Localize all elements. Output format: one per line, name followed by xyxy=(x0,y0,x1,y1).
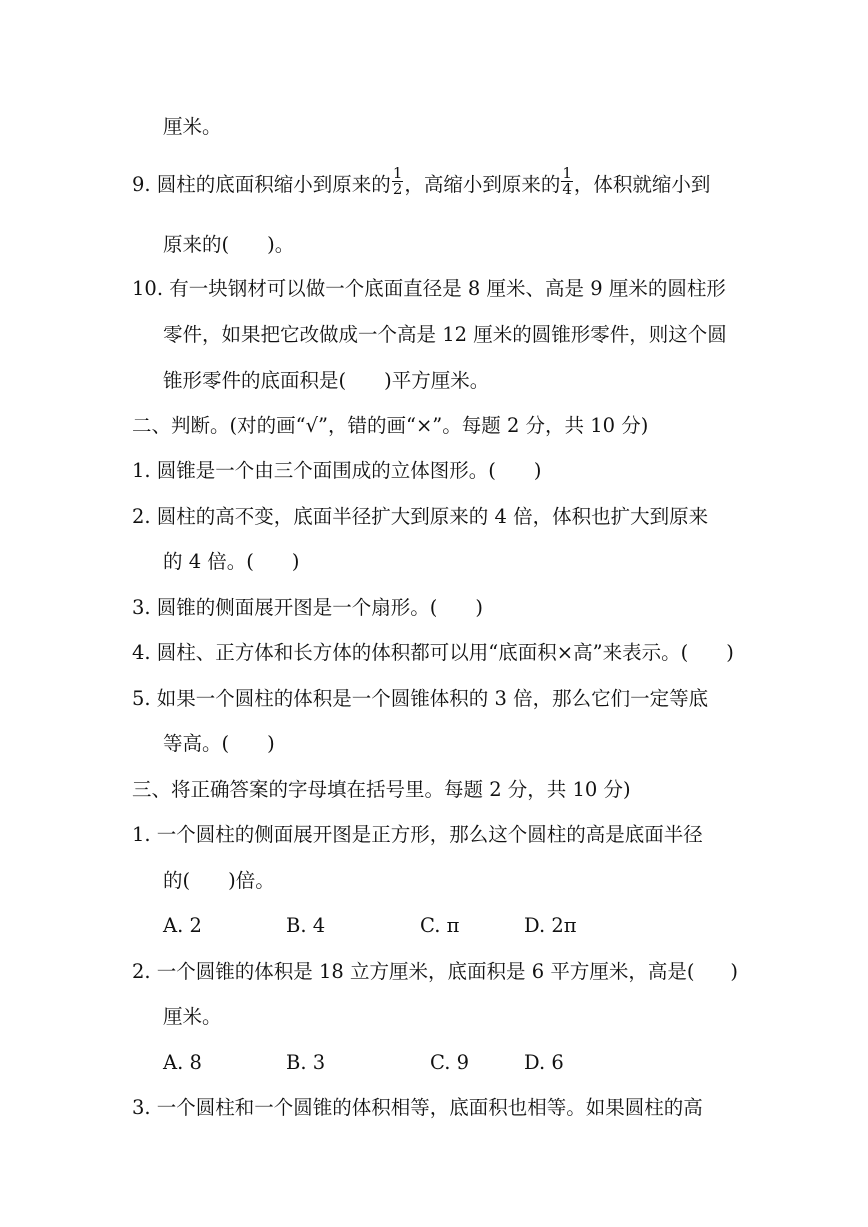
option-c[interactable]: C. π xyxy=(420,914,460,937)
question-10-line3: 锥形零件的底面积是( )平方厘米。 xyxy=(163,369,490,392)
question-9-line1 xyxy=(132,164,711,200)
choice-question-3-line1: 3. 一个圆柱和一个圆锥的体积相等，底面积也相等。如果圆柱的高 xyxy=(132,1096,703,1119)
judge-question-4: 4. 圆柱、正方体和长方体的体积都可以用“底面积×高”来表示。( ) xyxy=(132,641,734,664)
judge-question-5-line2: 等高。( ) xyxy=(163,732,275,755)
option-d[interactable]: D. 6 xyxy=(524,1051,564,1074)
option-b[interactable]: B. 4 xyxy=(286,914,326,937)
judge-question-2-line1: 2. 圆柱的高不变，底面半径扩大到原来的 4 倍，体积也扩大到原来 xyxy=(132,505,709,528)
judge-question-2-line2: 的 4 倍。( ) xyxy=(163,550,300,573)
choice-question-2-options xyxy=(0,1048,868,1078)
judge-question-5-line1: 5. 如果一个圆柱的体积是一个圆锥体积的 3 倍，那么它们一定等底 xyxy=(132,687,709,710)
question-10-line1: 10. 有一块钢材可以做一个底面直径是 8 厘米、高是 9 厘米的圆柱形 xyxy=(132,277,726,300)
q9-text-c: ，体积就缩小到 xyxy=(573,173,711,196)
q9-fraction-1: $\frac{1}{2}$ xyxy=(392,164,403,198)
question-9-line2: 原来的( )。 xyxy=(163,233,295,256)
choice-question-2-line1: 2. 一个圆锥的体积是 18 立方厘米，底面积是 6 平方厘米，高是( ) xyxy=(132,960,738,983)
choice-question-1-line2: 的( )倍。 xyxy=(163,869,275,892)
option-c[interactable]: C. 9 xyxy=(430,1051,470,1074)
choice-question-2-line2: 厘米。 xyxy=(163,1005,222,1028)
q9-fraction-2: $\frac{1}{4}$ xyxy=(562,164,572,198)
option-d[interactable]: D. 2π xyxy=(524,914,577,937)
option-a[interactable]: A. 8 xyxy=(163,1051,202,1074)
q9-text-b: ，高缩小到原来的 xyxy=(404,173,561,196)
choice-question-1-options xyxy=(0,911,868,941)
q9-text-a: 9. 圆柱的底面积缩小到原来的 xyxy=(132,173,391,196)
section-2-title: 二、判断。(对的画“√”，错的画“×”。每题 2 分，共 10 分) xyxy=(132,414,649,437)
judge-question-1: 1. 圆锥是一个由三个面围成的立体图形。( ) xyxy=(132,459,542,482)
section-3-title: 三、将正确答案的字母填在括号里。每题 2 分，共 10 分) xyxy=(132,778,631,801)
choice-question-1-line1: 1. 一个圆柱的侧面展开图是正方形，那么这个圆柱的高是底面半径 xyxy=(132,823,703,846)
option-b[interactable]: B. 3 xyxy=(286,1051,326,1074)
option-a[interactable]: A. 2 xyxy=(163,914,202,937)
question-10-line2: 零件，如果把它改做成一个高是 12 厘米的圆锥形零件，则这个圆 xyxy=(163,323,727,346)
continued-text: 厘米。 xyxy=(163,115,222,138)
judge-question-3: 3. 圆锥的侧面展开图是一个扇形。( ) xyxy=(132,596,484,619)
